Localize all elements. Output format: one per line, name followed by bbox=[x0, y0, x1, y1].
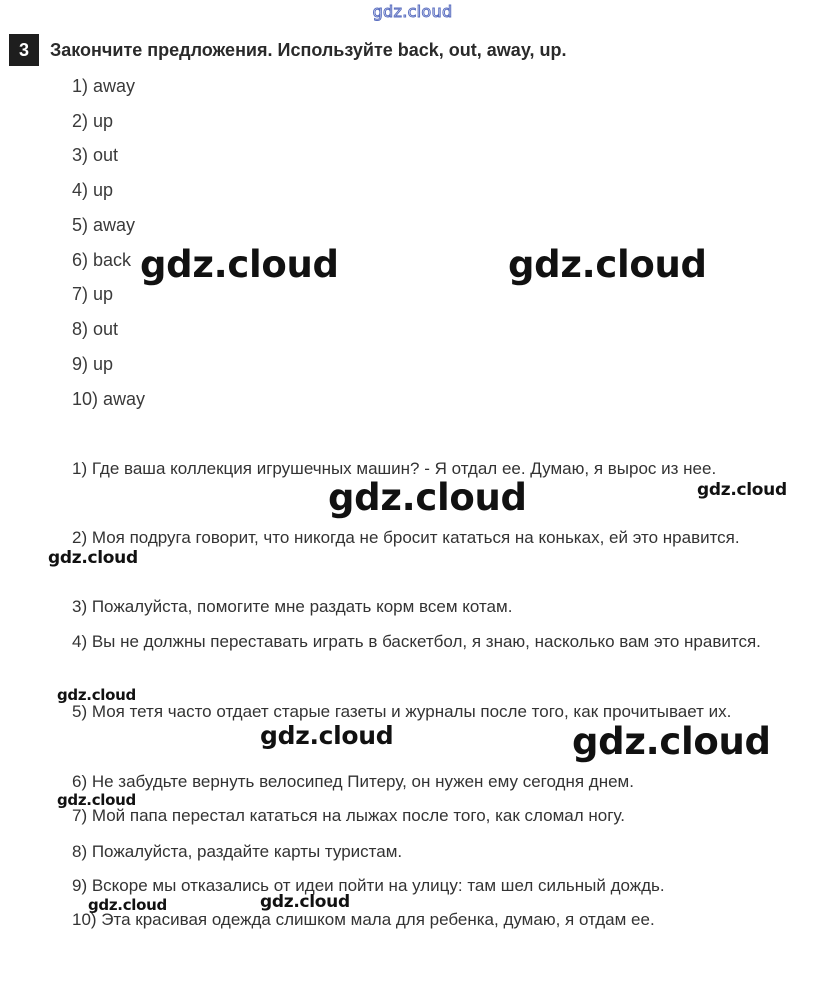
answer-item: 2) up bbox=[72, 111, 114, 131]
answer-item: 4) up bbox=[72, 180, 114, 200]
watermark: gdz.cloud bbox=[57, 791, 136, 809]
translation-item: 2) Моя подруга говорит, что никогда не бросит кататься на коньках, ей это нравится. bbox=[72, 528, 740, 547]
translation-item: 4) Вы не должны переставать играть в баскетбол, я знаю, насколько вам это нравится. bbox=[72, 632, 761, 651]
task-number-badge: 3 bbox=[9, 34, 39, 66]
watermark: gdz.cloud bbox=[48, 548, 138, 568]
answer-item: 8) out bbox=[72, 319, 119, 339]
watermark: gdz.cloud bbox=[697, 480, 787, 500]
watermark: gdz.cloud bbox=[572, 720, 771, 763]
answer-item: 7) up bbox=[72, 284, 114, 304]
answer-item: 3) out bbox=[72, 145, 119, 165]
translation-item: 7) Мой папа перестал кататься на лыжах после того, как сломал ногу. bbox=[72, 806, 625, 825]
answer-item: 5) away bbox=[72, 215, 136, 235]
translation-item: 8) Пожалуйста, раздайте карты туристам. bbox=[72, 842, 403, 861]
watermark: gdz.cloud bbox=[260, 892, 350, 912]
answer-item: 10) away bbox=[72, 389, 146, 409]
top-watermark: gdz.cloud bbox=[372, 2, 453, 21]
translation-item: 10) Эта красивая одежда слишком мала для ребенка, думаю, я отдам ее. bbox=[72, 910, 655, 929]
answer-item: 9) up bbox=[72, 354, 114, 374]
watermark: gdz.cloud bbox=[140, 243, 339, 286]
watermark: gdz.cloud bbox=[260, 721, 394, 750]
watermark: gdz.cloud bbox=[328, 476, 527, 519]
translation-item: 6) Не забудьте вернуть велосипед Питеру, он нужен ему сегодня днем. bbox=[72, 772, 634, 791]
answer-item: 6) back bbox=[72, 250, 132, 270]
translation-item: 1) Где ваша коллекция игрушечных машин? - Я отдал ее. Думаю, я вырос из нее. bbox=[72, 459, 717, 478]
answer-item: 1) away bbox=[72, 76, 136, 96]
translation-item: 5) Моя тетя часто отдает старые газеты и журналы после того, как прочитывает их. bbox=[72, 702, 732, 721]
watermark: gdz.cloud bbox=[57, 686, 136, 704]
watermark: gdz.cloud bbox=[508, 243, 707, 286]
watermark: gdz.cloud bbox=[88, 896, 167, 914]
translation-item: 3) Пожалуйста, помогите мне раздать корм всем котам. bbox=[72, 597, 513, 616]
translation-item: 9) Вскоре мы отказались от идеи пойти на улицу: там шел сильный дождь. bbox=[72, 876, 665, 895]
task-title: Закончите предложения. Используйте back, out, away, up. bbox=[50, 40, 567, 60]
